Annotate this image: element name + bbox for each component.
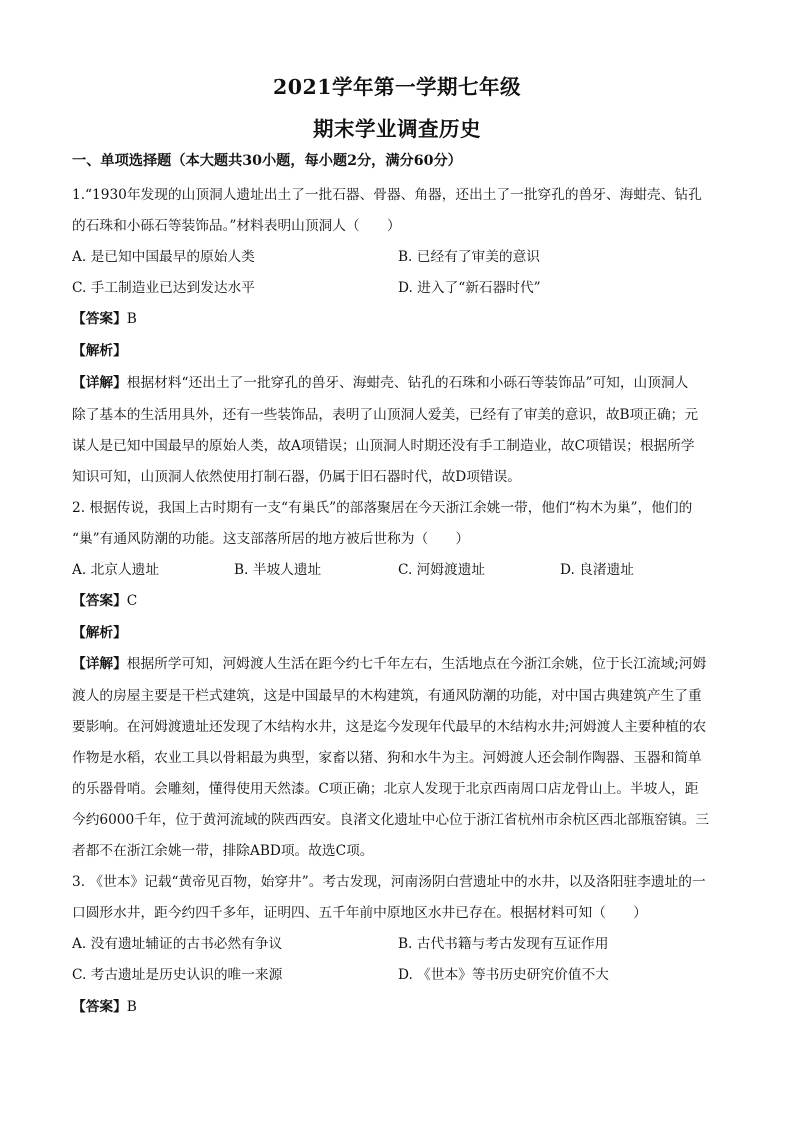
q2-option-a: A. 北京人遗址 xyxy=(72,562,160,578)
q1-answer-value: B xyxy=(126,311,137,327)
q1-option-b: B. 已经有了审美的意识 xyxy=(398,249,540,265)
q3-option-c: C. 考古遗址是历史认识的唯一来源 xyxy=(72,967,283,983)
q3-option-a: A. 没有遗址辅证的古书必然有争议 xyxy=(72,936,283,952)
q1-detail-line2: 除了基本的生活用具外，还有一些装饰品，表明了山顶洞人爱美，已经有了审美的意识，故B项正确；元 xyxy=(72,407,699,423)
q2-stem-line1: 2. 根据传说，我国上古时期有一支“有巢氏”的部落聚居在今天浙江余姚一带，他们“构木为巢”，他们的 xyxy=(72,500,693,516)
analysis-label: 【解析】 xyxy=(72,625,127,641)
answer-label: 【答案】 xyxy=(72,311,127,327)
q1-stem-line2: 的石珠和小砾石等装饰品。”材料表明山顶洞人（ ） xyxy=(72,218,401,234)
doc-title-line1: 2021学年第一学期七年级 xyxy=(272,75,522,99)
q2-detail-line6: 今约6000千年，位于黄河流域的陕西西安。良渚文化遗址中心位于浙江省杭州市余杭区西北部瓶窑镇。三 xyxy=(72,812,710,828)
doc-title-line2: 期末学业调查历史 xyxy=(313,117,481,141)
q2-detail-line2: 渡人的房屋主要是干栏式建筑，这是中国最早的木构建筑，有通风防潮的功能，对中国古典建筑产生了重 xyxy=(72,688,702,704)
q1-option-d: D. 进入了“新石器时代” xyxy=(398,280,541,296)
q2-detail-line5: 的乐器骨哨。会雕刻，懂得使用天然漆。C项正确；北京人发现于北京西南周口店龙骨山上。半坡人，距 xyxy=(72,781,699,797)
answer-label: 【答案】 xyxy=(72,999,127,1015)
q1-detail-line1 xyxy=(72,371,732,391)
q2-answer-value: C xyxy=(126,593,138,609)
q2-answer xyxy=(72,589,732,609)
q2-detail-text: 根据所学可知，河姆渡人生活在距今约七千年左右，生活地点在今浙江余姚，位于长江流域;河姆 xyxy=(126,656,707,672)
q3-option-b: B. 古代书籍与考古发现有互证作用 xyxy=(398,936,609,952)
detail-label: 【详解】 xyxy=(72,656,127,672)
q3-stem-line2: 口圆形水井，距今约四千多年，证明四、五千年前中原地区水井已存在。根据材料可知（ ） xyxy=(72,905,647,921)
q1-analysis xyxy=(72,339,732,359)
q3-answer xyxy=(72,995,732,1015)
q2-stem-line2: “巢”有通风防潮的功能。这支部落所居的地方被后世称为（ ） xyxy=(72,531,470,547)
q1-stem-line1: 1.“1930年发现的山顶洞人遗址出土了一批石器、骨器、角器，还出土了一批穿孔的兽牙、海蚶壳、钻孔 xyxy=(72,187,702,203)
analysis-label: 【解析】 xyxy=(72,343,127,359)
q2-option-c: C. 河姆渡遗址 xyxy=(398,562,486,578)
q1-option-c: C. 手工制造业已达到发达水平 xyxy=(72,280,255,296)
q2-option-b: B. 半坡人遗址 xyxy=(234,562,322,578)
q2-analysis xyxy=(72,621,732,641)
q1-answer xyxy=(72,307,732,327)
detail-label: 【详解】 xyxy=(72,375,127,391)
q2-detail-line3: 要影响。在河姆渡遗址还发现了木结构水井，这是迄今发现年代最早的木结构水井;河姆渡人主要种植的农 xyxy=(72,719,707,735)
q1-option-a: A. 是已知中国最早的原始人类 xyxy=(72,249,255,265)
q2-detail-line4: 作物是水稻，农业工具以骨耜最为典型，家畜以猪、狗和水牛为主。河姆渡人还会制作陶器、玉器和简单 xyxy=(72,750,702,766)
q2-detail-line1 xyxy=(72,652,732,672)
q1-detail-line4: 知识可知，山顶洞人依然使用打制石器，仍属于旧石器时代，故D项错误。 xyxy=(72,469,521,485)
q3-stem-line1: 3. 《世本》记载“黄帝见百物，始穿井”。考古发现，河南汤阴白营遗址中的水井，以及洛阳驻李遗址的一 xyxy=(72,874,706,890)
section-header: 一、单项选择题（本大题共30小题，每小题2分，满分60分） xyxy=(72,153,462,169)
q2-detail-line7: 者都不在浙江余姚一带，排除ABD项。故选C项。 xyxy=(72,843,374,859)
q1-detail-text: 根据材料“还出土了一批穿孔的兽牙、海蚶壳、钻孔的石珠和小砾石等装饰品”可知，山顶洞人 xyxy=(126,375,689,391)
q2-option-d: D. 良渚遗址 xyxy=(560,562,634,578)
q3-option-d: D. 《世本》等书历史研究价值不大 xyxy=(398,967,609,983)
answer-label: 【答案】 xyxy=(72,593,127,609)
q1-detail-line3: 谋人是已知中国最早的原始人类，故A项错误；山顶洞人时期还没有手工制造业，故C项错误；根据所学 xyxy=(72,438,695,454)
q3-answer-value: B xyxy=(126,999,137,1015)
